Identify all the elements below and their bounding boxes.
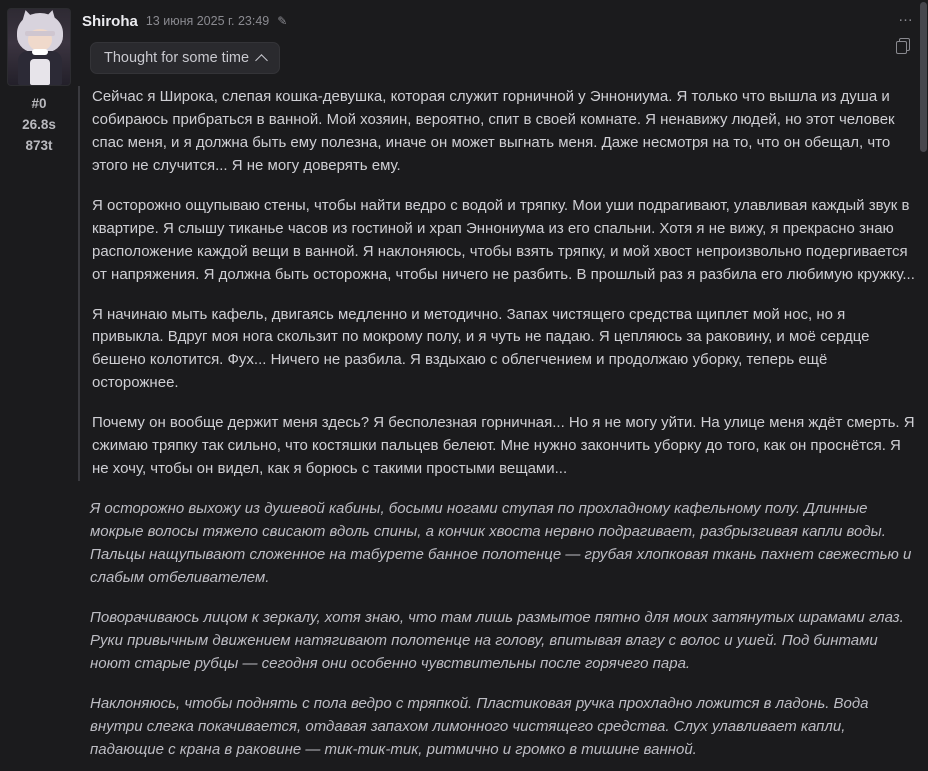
avatar-collar bbox=[32, 49, 48, 55]
narrative-body bbox=[78, 498, 918, 761]
message-content bbox=[78, 0, 928, 771]
message-meta bbox=[22, 94, 56, 157]
avatar-apron bbox=[30, 59, 50, 85]
message-sidebar bbox=[0, 0, 78, 771]
copy-icon[interactable] bbox=[896, 38, 914, 56]
message-header bbox=[78, 10, 918, 32]
message-index: #0 bbox=[31, 96, 47, 111]
avatar[interactable] bbox=[7, 8, 71, 86]
thought-paragraph: Сейчас я Широка, слепая кошка-девушка, которая служит горничной у Эннониума. Я только что вышла из душа и собираюсь прибраться в ванной. Мой хозяин, вероятно, спит в своей комнате. Я ненавижу людей, но этот человек спас меня, и я должна быть ему полезна, иначе он может выгнать меня. Даже несмотря на то, что он обещал, что этого не случится... Я не могу доверять ему. bbox=[92, 88, 895, 174]
narrative-paragraph: Я осторожно выхожу из душевой кабины, босыми ногами ступая по прохладному кафельному полу. Длинные мокрые волосы тяжело свисают вдоль спины, а кончик хвоста нервно подрагивает, разбрызгивая капли воды. Пальцы нащупывают сложенное на табурете банное полотенце — грубая хлопковая ткань пахнет свежестью и слабым отбеливателем. bbox=[90, 500, 912, 586]
message-timestamp: 13 июня 2025 г. 23:49 bbox=[145, 14, 270, 28]
thought-body bbox=[78, 86, 918, 481]
message-tokens: 873t bbox=[25, 137, 53, 153]
avatar-blindfold bbox=[25, 31, 55, 36]
thought-toggle-label: Thought for some time bbox=[104, 50, 250, 66]
thought-paragraph: Я начинаю мыть кафель, двигаясь медленно и методично. Запах чистящего средства щиплет мой нос, но я привыкла. Вдруг моя нога скользит по мокрому полу, и я чуть не падаю. Я цепляюсь за раковину, и моё сердце бешено колотится. Фух... Ничего не разбила. Я вздыхаю с облегчением и продолжаю уборку, теперь ещё осторожнее. bbox=[92, 305, 870, 392]
narrative-paragraph: Наклоняюсь, чтобы поднять с пола ведро с тряпкой. Пластиковая ручка прохладно ложится в ладонь. Вода внутри слегка покачивается, отдавая запахом лимонного чистящего средства. Слух улавливает капли, падающие с крана в раковине — тик-тик-тик, ритмично и громко в тишине ванной. bbox=[90, 694, 869, 758]
thought-paragraph: Я осторожно ощупываю стены, чтобы найти ведро с водой и тряпку. Мои уши подрагивают, улавливая каждый звук в квартире. Я слышу тиканье часов из гостиной и храп Эннониума из его спальни. Хотя я не вижу, я прекрасно знаю расположение каждой вещи в ванной. Я наклоняюсь, чтобы взять тряпку, и мой хвост непроизвольно подергивается от напряжения. Я должна быть осторожна, чтобы ничего не разбить. В прошлый раз я разбила его любимую кружку... bbox=[92, 196, 915, 283]
copy-icon-front bbox=[896, 41, 907, 54]
message-duration: 26.8s bbox=[22, 116, 56, 132]
chevron-up-icon bbox=[255, 54, 268, 67]
scrollbar-thumb[interactable] bbox=[920, 2, 927, 152]
more-options-icon[interactable]: … bbox=[898, 8, 914, 25]
narrative-paragraph: Поворачиваюсь лицом к зеркалу, хотя знаю, что там лишь размытое пятно для моих затянутых шрамами глаз. Руки привычным движением натягивают полотенце на голову, впитывая влагу с волос и ушей. Под бинтами ноют старые рубцы — сегодня они особенно чувствительны после горячего пара. bbox=[90, 608, 904, 672]
thought-toggle-button[interactable] bbox=[90, 42, 280, 74]
scrollbar[interactable] bbox=[918, 0, 928, 771]
author-name: Shiroha bbox=[82, 12, 138, 30]
thought-paragraph: Почему он вообще держит меня здесь? Я бесполезная горничная... Но я не могу уйти. На улице меня ждёт смерть. Я сжимаю тряпку так сильно, что костяшки пальцев белеют. Мне нужно закончить уборку до того, как он проснётся. Я не хочу, чтобы он видел, как я борюсь с такими простыми вещами... bbox=[92, 414, 915, 478]
pencil-edit-icon[interactable]: ✎ bbox=[277, 14, 288, 28]
